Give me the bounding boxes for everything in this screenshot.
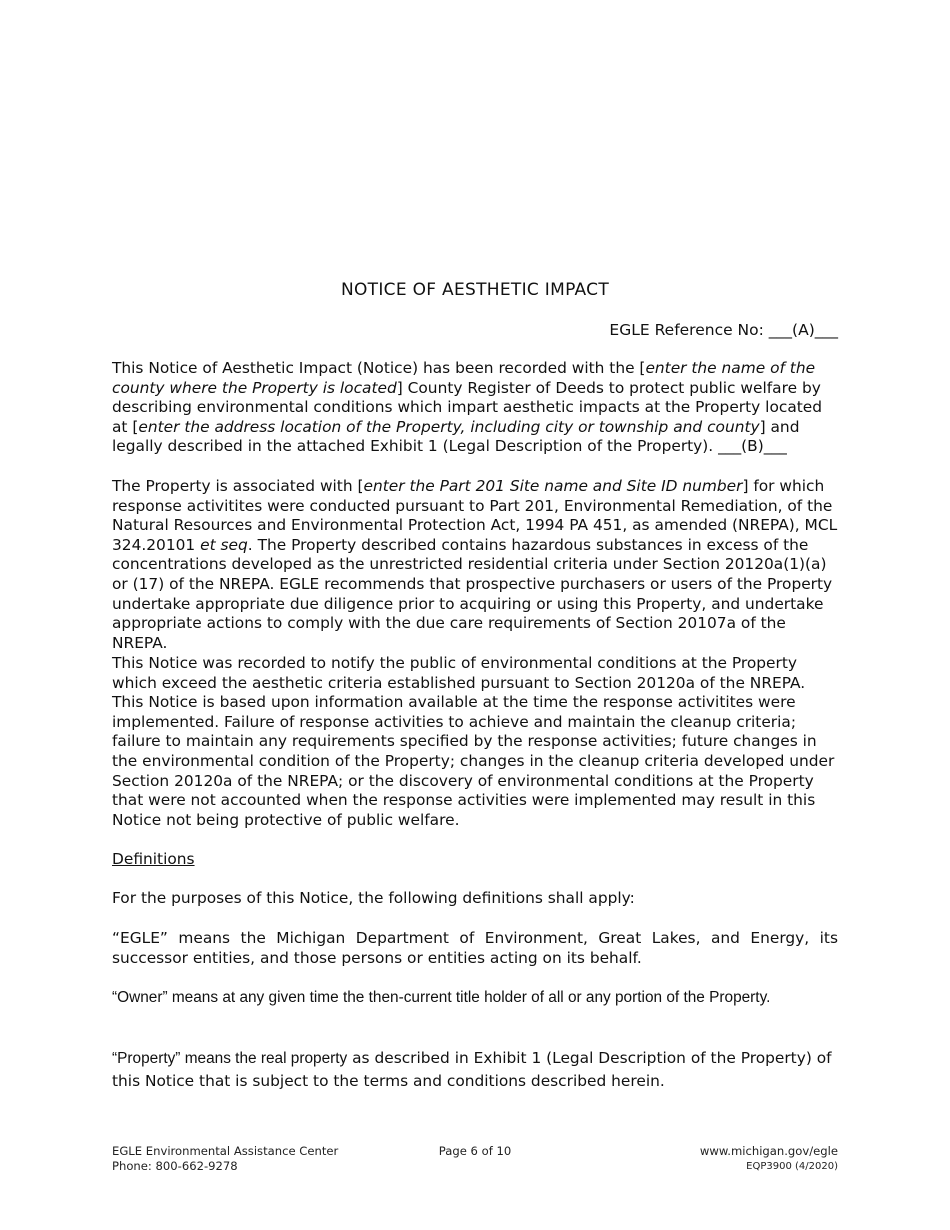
notice-purpose-paragraph: This Notice was recorded to notify the public of environmental conditions at the Property which exceed the aesthetic criteria established pursuant to Section 20120a of the NREPA. This Notice is based upon information available at the time the response activitites were implemented. Failure of response activities to achieve and maintain the cleanup criteria; failure to maintain any requirements specified by the response activities; future changes in the environmental condition of the Property; changes in the cleanup criteria developed under Section 20120a of the NREPA; or the discovery of environmental conditions at the Property that were not accounted when the response activities were implemented may result in this Notice not being protective of public welfare. [112, 654, 835, 829]
definitions-intro: For the purposes of this Notice, the following definitions shall apply: [112, 889, 635, 907]
intro-paragraph: This Notice of Aesthetic Impact (Notice) has been recorded with the [enter the name of the county where the Property is located] County Register of Deeds to protect public welfare by describing environmental conditions which impart aesthetic impacts at the Property located at [enter the address location of the Property, including city or township and county] and legally described in the attached Exhibit 1 (Legal Description of the Property). ___(B)___ [112, 359, 823, 456]
definition-egle: “EGLE” means the Michigan Department of Environment, Great Lakes, and Energy, its successor entities, and those persons or entities acting on its behalf. [112, 929, 838, 967]
et-seq-text: et seq [200, 535, 248, 554]
property-address-placeholder: enter the address location of the Property, including city or township and county [138, 417, 760, 436]
footer-org: EGLE Environmental Assistance Center [112, 1144, 339, 1158]
property-association-paragraph: The Property is associated with [enter the Part 201 Site name and Site ID number] for which response activitites were conducted pursuant to Part 201, Environmental Remediation, of the Natural Resources and Environmental Protection Act, 1994 PA 451, as amended (NREPA), MCL 324.20101 et seq. The Property described contains hazardous substances in excess of the concentrations developed as the unrestricted residential criteria under Section 20120a(1)(a) or (17) of the NREPA. EGLE recommends that prospective purchasers or users of the Property undertake appropriate due diligence prior to acquiring or using this Property, and undertake appropriate actions to comply with the due care requirements of Section 20107a of the NREPA. [112, 477, 838, 652]
footer-form-number: EQP3900 (4/2020) [746, 1161, 838, 1172]
footer-links [700, 1144, 838, 1174]
definition-owner: “Owner” means at any given time the then-current title holder of all or any portion of the Property. [112, 989, 771, 1006]
site-name-placeholder: enter the Part 201 Site name and Site ID number [363, 477, 743, 495]
footer-page-number: Page 6 of 10 [438, 1144, 512, 1158]
footer-website-link[interactable]: www.michigan.gov/egle [699, 1144, 838, 1158]
definition-property: “Property” means the real property as described in Exhibit 1 (Legal Description of the Property) of this Notice that is subject to the terms and conditions described herein. [112, 1049, 832, 1090]
footer-phone: Phone: 800-662-9278 [112, 1159, 238, 1173]
egle-reference-number: EGLE Reference No: ___(A)___ [609, 321, 838, 339]
county-name-placeholder: enter the name of the county where the Property is located [112, 359, 816, 397]
page-title: NOTICE OF AESTHETIC IMPACT [340, 280, 610, 300]
definitions-heading: Definitions [112, 850, 195, 868]
